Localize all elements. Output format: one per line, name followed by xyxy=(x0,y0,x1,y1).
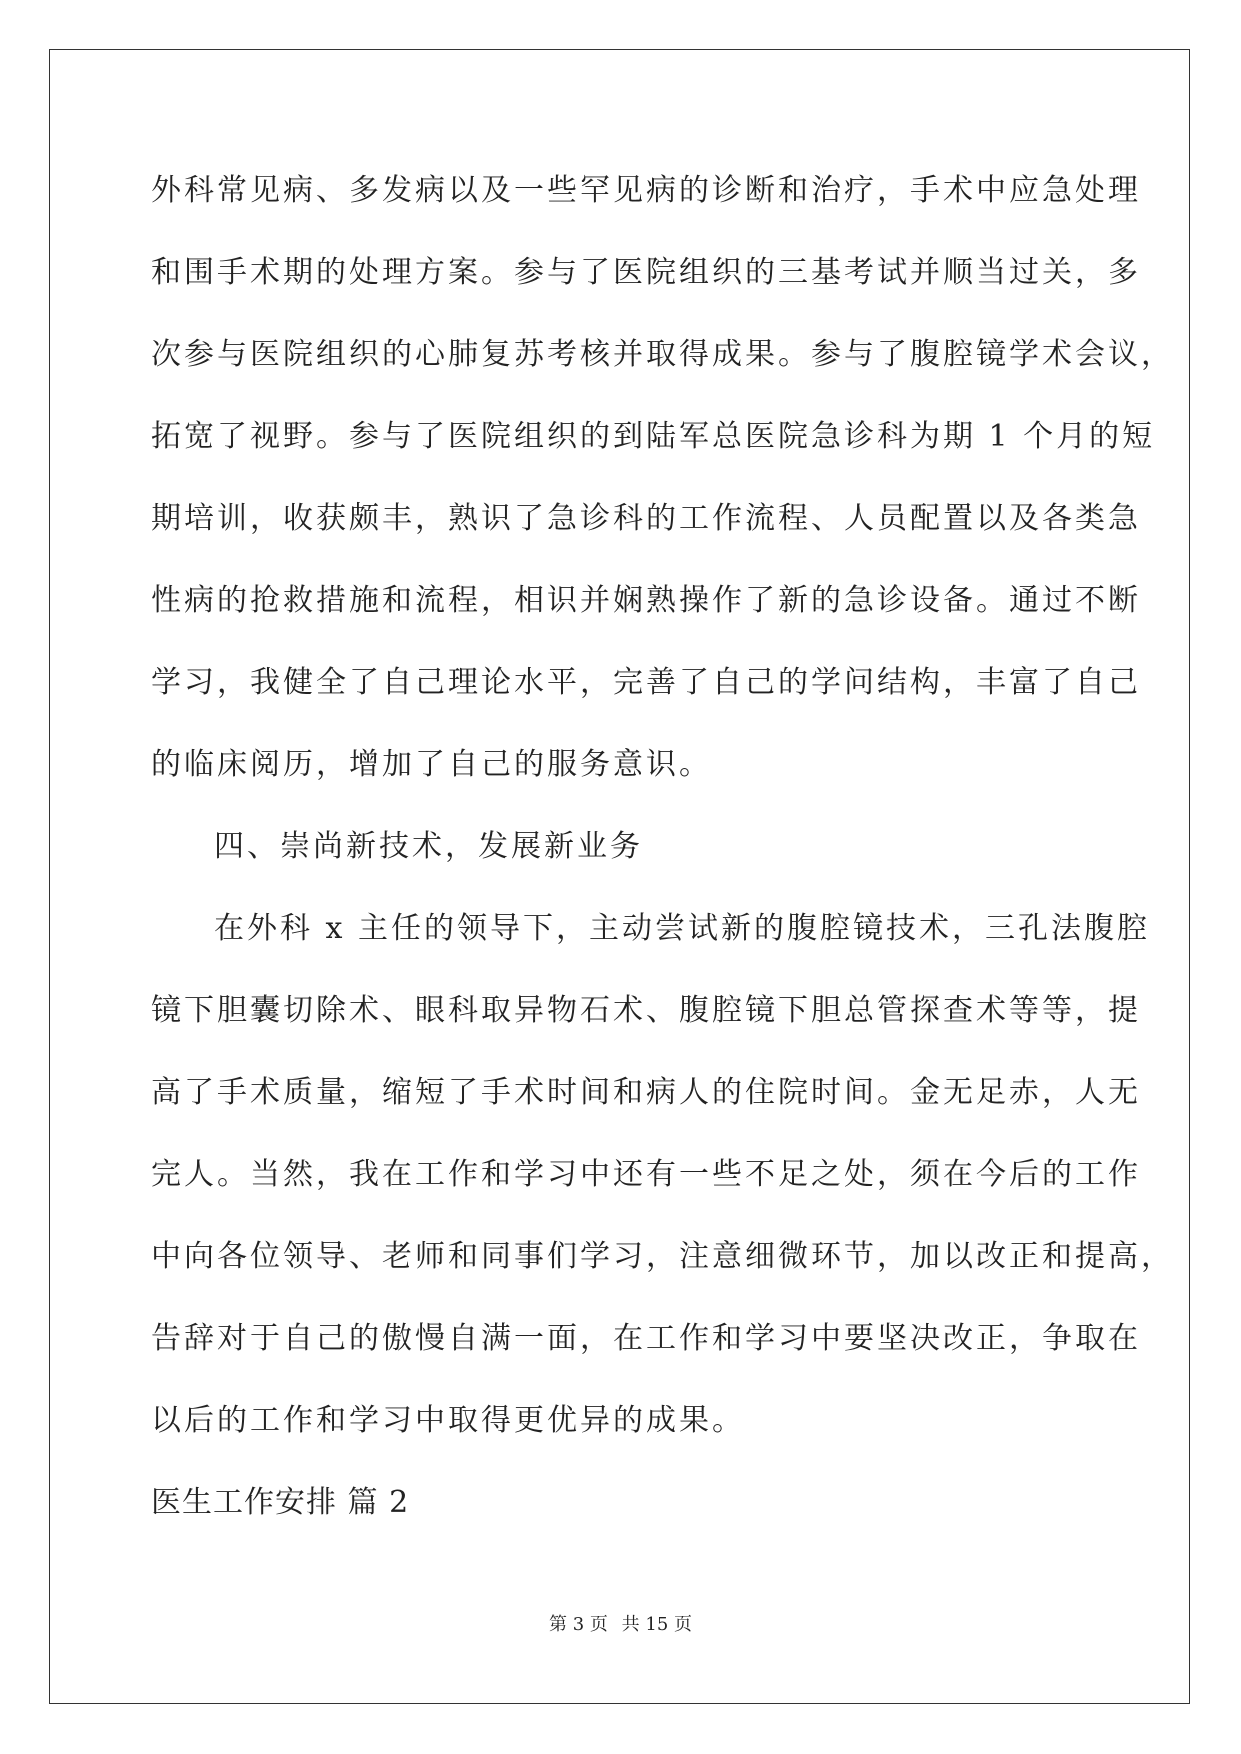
text-line: 告辞对于自己的傲慢自满一面，在工作和学习中要坚决改正，争取在 xyxy=(151,1321,1141,1356)
text-line: 和围手术期的处理方案。参与了医院组织的三基考试并顺当过关，多 xyxy=(151,255,1141,290)
page-footer xyxy=(0,1610,1241,1636)
text-line: 以后的工作和学习中取得更优异的成果。 xyxy=(151,1403,745,1438)
text-line: 次参与医院组织的心肺复苏考核并取得成果。参与了腹腔镜学术会议， xyxy=(151,337,1174,372)
section-heading: 四、崇尚新技术，发展新业务 xyxy=(214,829,643,864)
document-body xyxy=(151,160,1174,1554)
text-line: 完人。当然，我在工作和学习中还有一些不足之处，须在今后的工作 xyxy=(151,1157,1141,1192)
text-line: 的临床阅历，增加了自己的服务意识。 xyxy=(151,747,712,782)
text-line: 学习，我健全了自己理论水平，完善了自己的学问结构，丰富了自己 xyxy=(151,665,1141,700)
text-line: 在外科 x 主任的领导下，主动尝试新的腹腔镜技术，三孔法腹腔 xyxy=(214,911,1150,946)
text-line: 外科常见病、多发病以及一些罕见病的诊断和治疗，手术中应急处理 xyxy=(151,173,1141,208)
next-article-title: 医生工作安排 篇 2 xyxy=(151,1485,410,1520)
page-number: 第 3 页 xyxy=(549,1614,608,1635)
text-line: 期培训，收获颇丰，熟识了急诊科的工作流程、人员配置以及各类急 xyxy=(151,501,1141,536)
text-line: 拓宽了视野。参与了医院组织的到陆军总医院急诊科为期 1 个月的短 xyxy=(151,419,1156,454)
text-line: 高了手术质量，缩短了手术时间和病人的住院时间。金无足赤，人无 xyxy=(151,1075,1141,1110)
text-line: 性病的抢救措施和流程，相识并娴熟操作了新的急诊设备。通过不断 xyxy=(151,583,1141,618)
text-line: 镜下胆囊切除术、眼科取异物石术、腹腔镜下胆总管探查术等等，提 xyxy=(151,993,1141,1028)
text-line: 中向各位领导、老师和同事们学习，注意细微环节，加以改正和提高， xyxy=(151,1239,1174,1274)
page-total: 共 15 页 xyxy=(621,1614,692,1635)
